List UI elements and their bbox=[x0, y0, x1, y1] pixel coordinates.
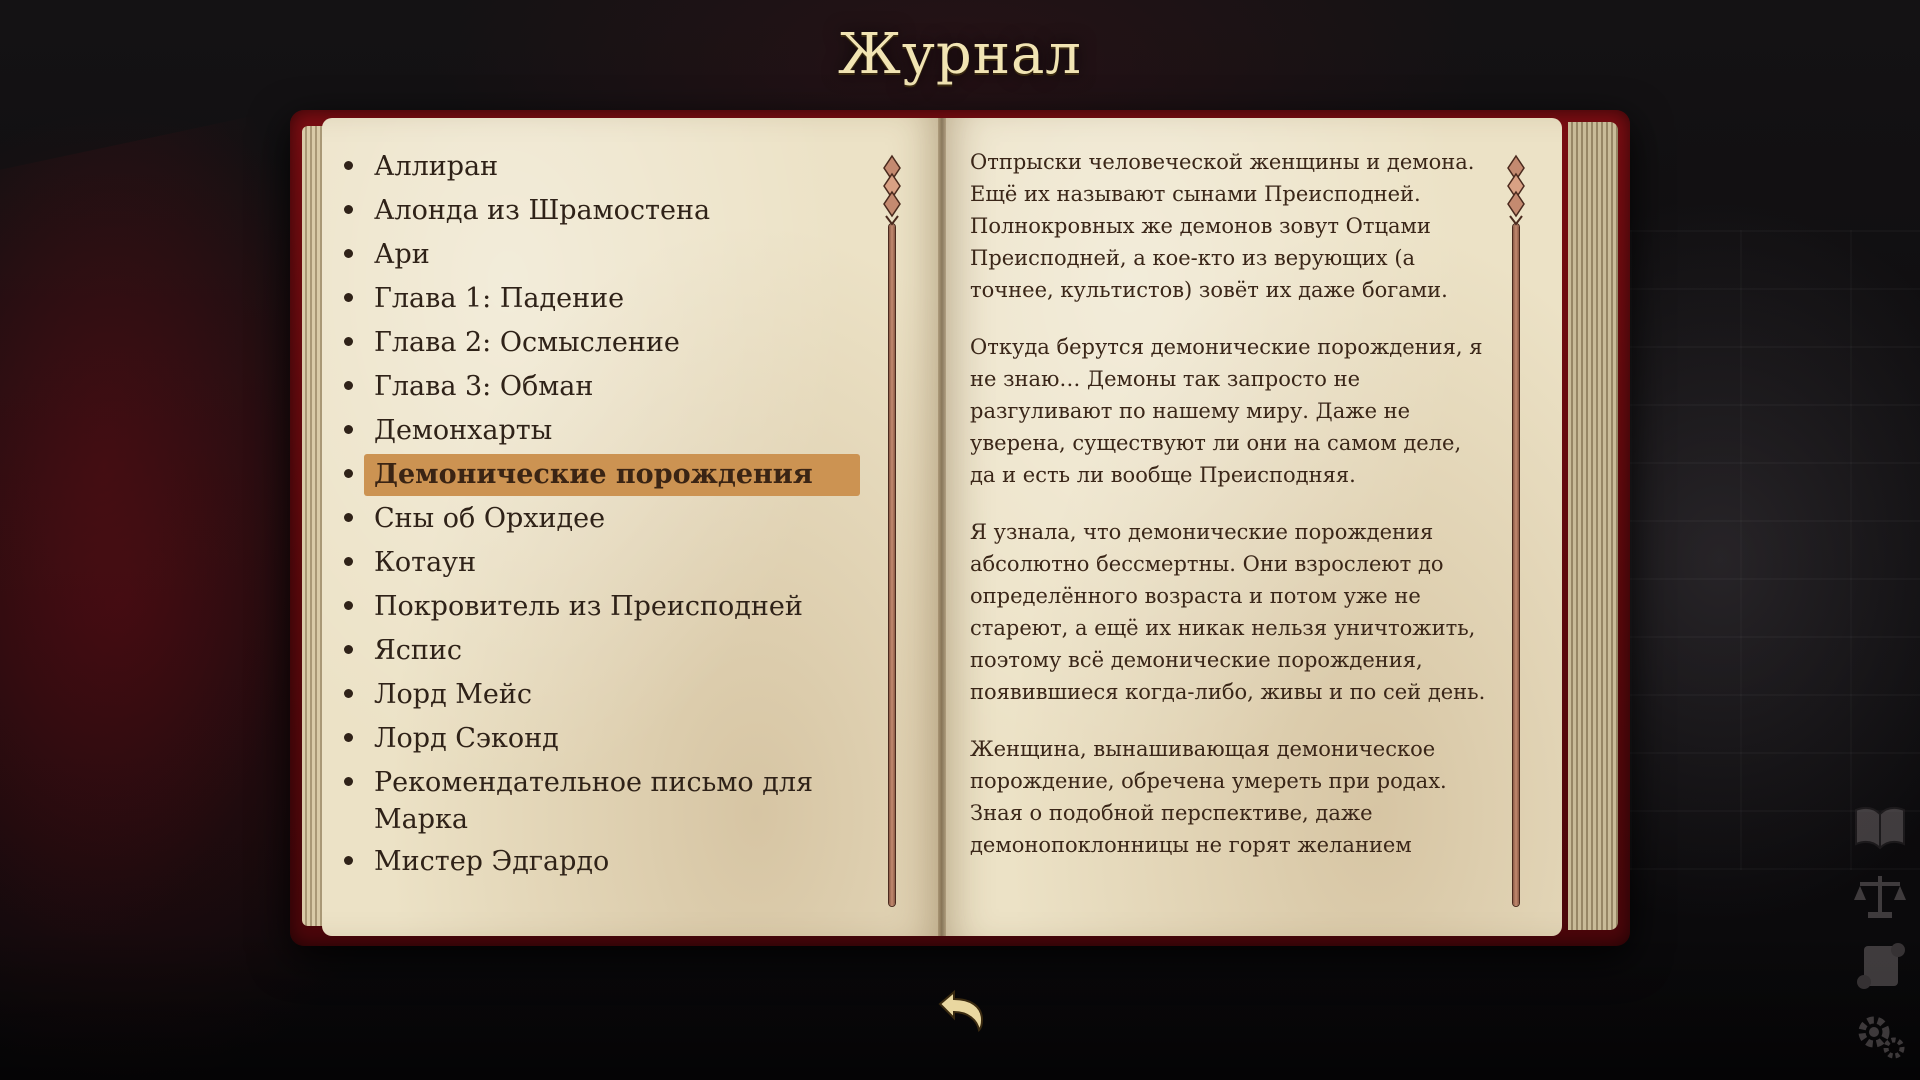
bullet-icon bbox=[344, 557, 353, 566]
bullet-icon bbox=[344, 777, 353, 786]
bullet-icon bbox=[344, 645, 353, 654]
topic-item[interactable] bbox=[346, 366, 860, 410]
topic-label: Лорд Мейс bbox=[374, 679, 533, 710]
bullet-icon bbox=[344, 337, 353, 346]
background-demon-wing bbox=[0, 102, 320, 979]
topic-label: Яспис bbox=[374, 635, 463, 666]
entry-paragraph: Отпрыски человеческой женщины и демона. Ещё их называют сынами Преисподней. Полнокровных же демонов зовут Отцами Преисподней, а кое-кто из верующих (а точнее, культистов) зовёт их даже богами. bbox=[970, 150, 1475, 302]
bullet-icon bbox=[344, 733, 353, 742]
topic-label: Котаун bbox=[374, 547, 477, 578]
page-edges-right bbox=[1568, 122, 1618, 930]
topic-label: Покровитель из Преисподней bbox=[374, 591, 803, 622]
scrollbar-track[interactable] bbox=[1513, 224, 1519, 906]
topic-item[interactable] bbox=[346, 190, 860, 234]
topic-item[interactable] bbox=[346, 542, 860, 586]
book-spine bbox=[938, 118, 946, 936]
topic-label: Демонические порождения bbox=[364, 454, 860, 496]
journal-book-icon[interactable] bbox=[1852, 800, 1908, 852]
bullet-icon bbox=[344, 249, 353, 258]
topic-label: Глава 1: Падение bbox=[374, 283, 625, 314]
bullet-icon bbox=[344, 469, 353, 478]
topic-item[interactable] bbox=[346, 630, 860, 674]
entry-paragraph: Откуда берутся демонические порождения, я не знаю… Демоны так запросто не разгуливают по нашему миру. Даже не уверена, существуют ли они на самом деле, да и есть ли вообще Преисподняя. bbox=[970, 335, 1483, 487]
topic-item[interactable] bbox=[346, 586, 860, 630]
entry-scrollbar[interactable] bbox=[1510, 154, 1522, 906]
topic-label: Глава 3: Обман bbox=[374, 371, 594, 402]
bullet-icon bbox=[344, 161, 353, 170]
topic-list bbox=[346, 146, 860, 885]
topic-label: Рекомендательное письмо для Марка bbox=[374, 767, 814, 835]
settings-gear-icon[interactable] bbox=[1852, 1010, 1908, 1062]
background-stone-wall bbox=[1630, 230, 1920, 870]
scroll-icon[interactable] bbox=[1852, 940, 1908, 992]
topic-list-scrollbar[interactable] bbox=[886, 154, 898, 906]
topic-label: Ари bbox=[374, 239, 430, 270]
side-menu bbox=[1852, 800, 1912, 1070]
back-arrow-icon[interactable] bbox=[930, 986, 990, 1034]
scales-icon[interactable] bbox=[1852, 870, 1908, 922]
topic-item-selected[interactable] bbox=[346, 454, 860, 498]
scrollbar-handle-icon[interactable] bbox=[1506, 154, 1526, 226]
bullet-icon bbox=[344, 601, 353, 610]
topic-item[interactable] bbox=[346, 498, 860, 542]
scrollbar-handle-icon[interactable] bbox=[882, 154, 902, 226]
entry-text bbox=[970, 146, 1490, 886]
bullet-icon bbox=[344, 856, 353, 865]
topic-item[interactable] bbox=[346, 841, 860, 885]
bullet-icon bbox=[344, 689, 353, 698]
topic-label: Мистер Эдгардо bbox=[374, 846, 610, 877]
topic-label: Аллиран bbox=[374, 151, 499, 182]
topic-item[interactable] bbox=[346, 718, 860, 762]
topic-item[interactable] bbox=[346, 762, 860, 841]
topic-label: Алонда из Шрамостена bbox=[374, 195, 711, 226]
bullet-icon bbox=[344, 513, 353, 522]
topic-item[interactable] bbox=[346, 322, 860, 366]
topic-label: Лорд Сэконд bbox=[374, 723, 559, 754]
topic-item[interactable] bbox=[346, 674, 860, 718]
scrollbar-track[interactable] bbox=[889, 224, 895, 906]
topic-item[interactable] bbox=[346, 234, 860, 278]
bullet-icon bbox=[344, 381, 353, 390]
topic-label: Демонхарты bbox=[374, 415, 553, 446]
bullet-icon bbox=[344, 293, 353, 302]
journal-title: Журнал bbox=[838, 22, 1082, 87]
topic-item[interactable] bbox=[346, 278, 860, 322]
bullet-icon bbox=[344, 425, 353, 434]
topic-item[interactable] bbox=[346, 146, 860, 190]
journal-book bbox=[290, 110, 1630, 946]
topic-item[interactable] bbox=[346, 410, 860, 454]
entry-paragraph: Женщина, вынашивающая демоническое порождение, обречена умереть при родах. Зная о подобной перспективе, даже демонопоклонницы не горят желанием bbox=[970, 737, 1447, 857]
topic-label: Сны об Орхидее bbox=[374, 503, 606, 534]
topic-label: Глава 2: Осмысление bbox=[374, 327, 680, 358]
bullet-icon bbox=[344, 205, 353, 214]
entry-paragraph: Я узнала, что демонические порождения абсолютно бессмертны. Они взрослеют до определённого возраста и потом уже не стареют, а ещё их никак нельзя уничтожить, поэтому всё демонические порождения, появившиеся когда-либо, живы и по сей день. bbox=[970, 520, 1486, 704]
